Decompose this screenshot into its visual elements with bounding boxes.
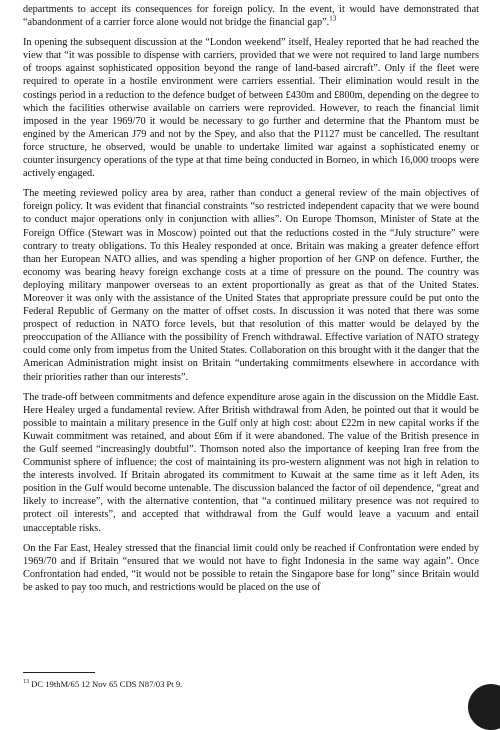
paragraph-5: On the Far East, Healey stressed that the financial limit could only be reached if Confrontation were ended by 1969/70 and if Britain “ensured that we would not have to fight Indonesia in the same way again”. Once Confrontation had ended, “it would not be possible to retain the Singapore base for long” since Britain would be asked to pay too much, and restrictions would be placed on the use of <box>23 542 479 593</box>
paragraph-2: In opening the subsequent discussion at the “London weekend” itself, Healey reported that he had reached the view that “it was possible to dispense with carriers, provided that we were not required to land large numbers of troops against sophisticated opposition beyond the range of land-based aircraft”. Only if the fleet were required to operate in a hostile environment were carriers essential. Their elimination would result in the costings period in a reduction to the defence budget of between £430m and £800m, depending on the degree to which the facilities otherwise available on carriers were reprovided. However, to reach the financial limit imposed in the year 1969/70 it would be necessary to go further and determine that the Phantom must be engined by the American J79 and not by the Spey, and also that the P1127 must be cancelled. The resultant force structure, he observed, would be unable to undertake limited war against a sophisticated enemy or counter insurgency operations of the type at that time being conducted in Borneo, in which 16,000 troops were actively engaged. <box>23 37 479 180</box>
footnote <box>23 679 463 690</box>
paragraph-4: The trade-off between commitments and defence expenditure arose again in the discussion on the Middle East. Here Healey urged a fundamental review. After British withdrawal from Aden, he pointed out that it would be possible to maintain a military presence in the Gulf only at high cost: about £22m in new capital works if the Kuwait commitment was retained, and about £6m if it were abandoned. The value of the British presence in the Gulf seemed “increasingly doubtful”. Thomson noted also the importance of keeping Iran free from the Communist sphere of influence; the cost of maintaining its pro-western alignment was not high in relation to the interests involved. If Britain abrogated its commitment to Kuwait at the same time as it left Aden, its position in the Gulf would become untenable. The discussion balanced the factor of oil dependence, “great and likely to increase”, with the alternative contention, that “a continued military presence was not required to protect oil interests”, and accepted that withdrawal from the Gulf would leave a vacuum and entail unacceptable risks. <box>23 391 479 534</box>
paragraph-1-text: departments to accept its consequences for foreign policy. In the event, it would have demonstrated that “abandonment of a carrier force alone would not bridge the financial gap”. <box>23 4 479 29</box>
document-body <box>23 3 479 601</box>
paragraph-3: The meeting reviewed policy area by area, rather than conduct a general review of the main objectives of foreign policy. It was evident that financial constraints “so restricted independent capacity that we were bound to conduct major operations only in conjunction with allies”. On Europe Thomson, Minister of State at the Foreign Office (Stewart was in Moscow) pointed out that the reductions costed in the “July structure” were contrary to treaty obligations. To this Healey responded at once. Britain was making a greater defence effort than her European NATO allies, and was spending a higher proportion of her GNP on defence. Further, the economy was bearing heavy foreign exchange costs at a time of pressure on the pound. The country was deploying military manpower overseas to an extent proportionally as great as that of the United States. Moreover it was only with the assistance of the United States that appropriate pressure could be put onto the Federal Republic of Germany on the matter of offset costs. In discussion it was noted that there was some prospect of reduction in NATO force levels, but that resolution of this matter would be delayed by the preoccupation of the Alliance with the possibility of French withdrawal. Effective variation of NATO strategy could come only from impetus from the United States. Collaboration on this brought with it the danger that the American Administration might insist on Britain “undertaking commitments elsewhere in accordance with their priorities rather than our interests”. <box>23 188 479 383</box>
footnote-divider <box>23 672 95 673</box>
footnote-reference: 13 <box>329 14 337 23</box>
page-corner-mark <box>468 684 500 730</box>
footnote-text: DC 19thM/65 12 Nov 65 CDS N87/03 Pt 9. <box>31 679 183 689</box>
paragraph-1 <box>23 3 479 29</box>
footnote-number: 13 <box>23 679 29 686</box>
